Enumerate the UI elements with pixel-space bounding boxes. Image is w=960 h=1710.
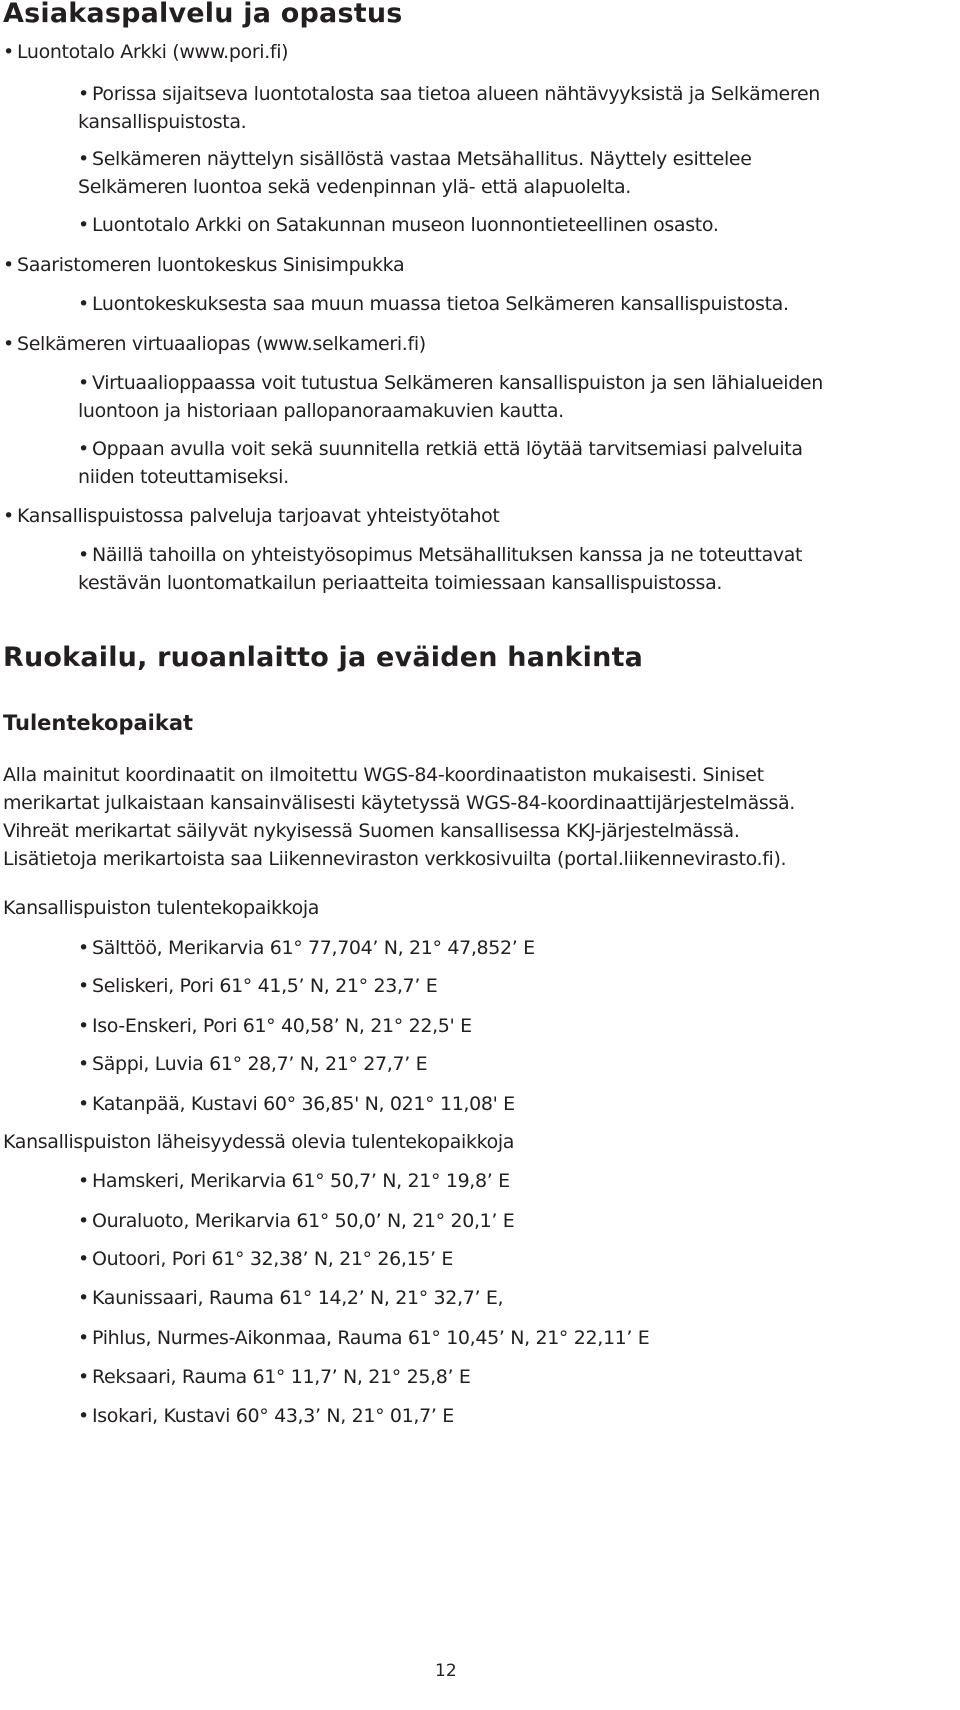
- list-item: • Selkämeren virtuaaliopas (www.selkameri.fi): [3, 333, 426, 355]
- list-item: • Saaristomeren luontokeskus Sinisimpukka: [3, 254, 405, 276]
- list-item: • Sälttöö, Merikarvia 61° 77,704’ N, 21° 47,852’ E: [78, 937, 535, 959]
- list-heading: Kansallispuiston tulentekopaikkoja: [3, 897, 320, 919]
- list-item: • Reksaari, Rauma 61° 11,7’ N, 21° 25,8’ E: [78, 1366, 471, 1388]
- list-item: • Kansallispuistossa palveluja tarjoavat yhteistyötahot: [3, 505, 500, 527]
- section-heading-customer-service: Asiakaspalvelu ja opastus: [3, 0, 403, 29]
- list-item: • Luontokeskuksesta saa muun muassa tietoa Selkämeren kansallispuistosta.: [78, 293, 789, 315]
- list-item: • Porissa sijaitseva luontotalosta saa tietoa alueen nähtävyyksistä ja Selkämeren kansallispuistosta.: [78, 83, 820, 133]
- list-item: • Outoori, Pori 61° 32,38’ N, 21° 26,15’ E: [78, 1248, 454, 1270]
- list-item: • Pihlus, Nurmes-Aikonmaa, Rauma 61° 10,45’ N, 21° 22,11’ E: [78, 1327, 650, 1349]
- page-number: 12: [435, 1661, 457, 1681]
- list-item: • Selkämeren näyttelyn sisällöstä vastaa Metsähallitus. Näyttely esittelee Selkämeren luontoa sekä vedenpinnan ylä- että alapuolelta.: [78, 148, 752, 198]
- list-item: • Kaunissaari, Rauma 61° 14,2’ N, 21° 32,7’ E,: [78, 1287, 504, 1309]
- list-item: • Ouraluoto, Merikarvia 61° 50,0’ N, 21° 20,1’ E: [78, 1210, 515, 1232]
- list-item: • Virtuaalioppaassa voit tutustua Selkämeren kansallispuiston ja sen lähialueiden luontoon ja historiaan pallopanoraamakuvien kautta.: [78, 372, 823, 422]
- list-item: • Luontotalo Arkki (www.pori.fi): [3, 41, 289, 63]
- list-item: • Iso-Enskeri, Pori 61° 40,58’ N, 21° 22,5' E: [78, 1015, 472, 1037]
- list-item: • Oppaan avulla voit sekä suunnitella retkiä että löytää tarvitsemiasi palveluita niiden toteuttamiseksi.: [78, 438, 803, 488]
- list-item: • Näillä tahoilla on yhteistyösopimus Metsähallituksen kanssa ja ne toteuttavat kestävän luontomatkailun periaatteita toimiessaan kansallispuistossa.: [78, 544, 803, 594]
- list-item: • Isokari, Kustavi 60° 43,3’ N, 21° 01,7’ E: [78, 1405, 454, 1427]
- list-heading: Kansallispuiston läheisyydessä olevia tulentekopaikkoja: [3, 1131, 515, 1153]
- list-item: • Katanpää, Kustavi 60° 36,85' N, 021° 11,08' E: [78, 1093, 515, 1115]
- section-heading-food: Ruokailu, ruoanlaitto ja eväiden hankinta: [3, 642, 644, 673]
- paragraph-coordinates: Alla mainitut koordinaatit on ilmoitettu WGS-84-koordinaatiston mukaisesti. Siniset merikartat julkaistaan kansainvälisesti käytetyssä WGS-84-koordinaattijärjestelmässä. Vihreät merikartat säilyvät nykyisessä Suomen kansallisessa KKJ-järjestelmässä. Lisätietoja merikartoista saa Liikenneviraston verkkosivuilta (portal.liikennevirasto.fi).: [3, 764, 795, 870]
- list-item: • Seliskeri, Pori 61° 41,5’ N, 21° 23,7’ E: [78, 975, 438, 997]
- list-item: • Luontotalo Arkki on Satakunnan museon luonnontieteellinen osasto.: [78, 214, 719, 236]
- list-item: • Hamskeri, Merikarvia 61° 50,7’ N, 21° 19,8’ E: [78, 1170, 510, 1192]
- list-item: • Säppi, Luvia 61° 28,7’ N, 21° 27,7’ E: [78, 1053, 428, 1075]
- subheading-fireplaces: Tulentekopaikat: [3, 711, 194, 735]
